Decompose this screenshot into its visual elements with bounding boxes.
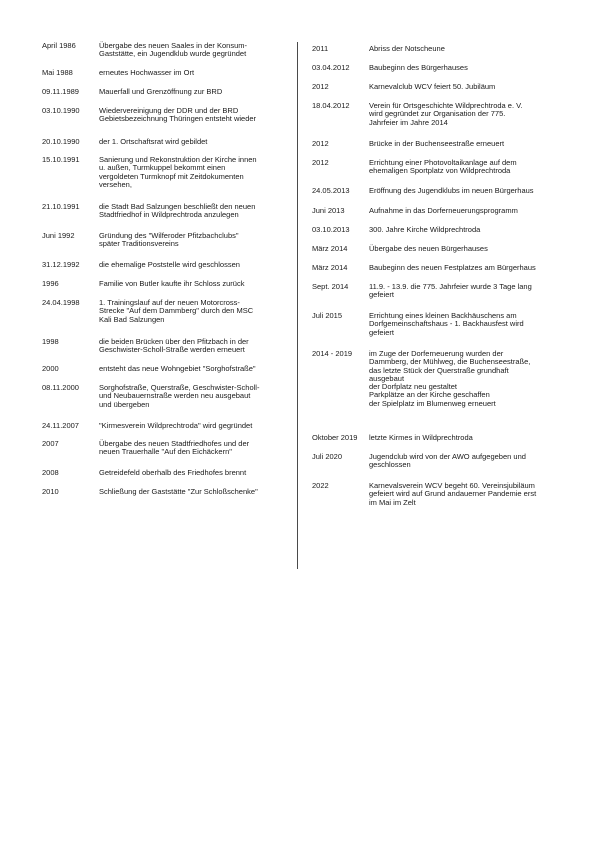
entry-date: 2008 bbox=[42, 468, 59, 477]
entry-date: 2014 - 2019 bbox=[312, 349, 353, 358]
entry-date: 03.10.2013 bbox=[312, 225, 350, 234]
entry-text: Mauerfall und Grenzöffnung zur BRD bbox=[99, 87, 223, 96]
entry-date: 2012 bbox=[312, 158, 329, 167]
entry-text: Karnevalclub WCV feiert 50. Jubiläum bbox=[369, 82, 496, 91]
entry-date: März 2014 bbox=[312, 263, 348, 272]
entry-date: Juli 2020 bbox=[312, 452, 343, 461]
entry-date: 2010 bbox=[42, 487, 59, 496]
entry-text: 300. Jahre Kirche Wildprechtroda bbox=[369, 225, 481, 234]
entry-text: Schließung der Gaststätte "Zur Schloßschenke" bbox=[99, 487, 258, 496]
entry-text: Übergabe des neuen Bürgerhauses bbox=[369, 244, 488, 253]
entry-date: Juni 1992 bbox=[42, 231, 75, 240]
entry-text: 11.9. - 13.9. die 775. Jahrfeier wurde 3 Tage lang gefeiert bbox=[369, 282, 532, 300]
entry-date: 1998 bbox=[42, 337, 59, 346]
entry-date: Sept. 2014 bbox=[312, 282, 349, 291]
entry-date: 2022 bbox=[312, 481, 329, 490]
entry-date: 2011 bbox=[312, 44, 329, 53]
entry-text: Jugendclub wird von der AWO aufgegeben und geschlossen bbox=[369, 452, 526, 470]
entry-text: "Kirmesverein Wildprechtroda" wird gegründet bbox=[99, 421, 253, 430]
entry-date: Oktober 2019 bbox=[312, 433, 358, 442]
entry-text: Wiedervereinigung der DDR und der BRD Gebietsbezeichnung Thüringen entsteht wieder bbox=[99, 106, 257, 124]
entry-date: 18.04.2012 bbox=[312, 101, 350, 110]
entry-text: letzte Kirmes in Wildprechtroda bbox=[369, 433, 473, 442]
entry-date: 20.10.1990 bbox=[42, 137, 80, 146]
entry-date: 21.10.1991 bbox=[42, 202, 80, 211]
entry-text: Errichtung einer Photovoltaikanlage auf dem ehemaligen Sportplatz von Wildprechtroda bbox=[369, 158, 517, 176]
entry-text: Sorghofstraße, Querstraße, Geschwister-Scholl- und Neubauernstraße werden neu ausgebaut und übergeben bbox=[99, 383, 260, 409]
entry-date: 24.05.2013 bbox=[312, 186, 350, 195]
entry-date: 2000 bbox=[42, 364, 59, 373]
entry-date: März 2014 bbox=[312, 244, 348, 253]
entry-text: die ehemalige Poststelle wird geschlossen bbox=[99, 260, 240, 269]
entry-date: 24.04.1998 bbox=[42, 298, 80, 307]
entry-text: Gründung des "Wilferoder Pfitzbachclubs" später Traditionsvereins bbox=[99, 231, 239, 249]
entry-text: die Stadt Bad Salzungen beschließt den neuen Stadtfriedhof in Wildprechtroda anzulegen bbox=[99, 202, 256, 220]
entry-text: Baubeginn des Bürgerhauses bbox=[369, 63, 468, 72]
entry-date: 31.12.1992 bbox=[42, 260, 80, 269]
entry-date: April 1986 bbox=[42, 41, 76, 50]
entry-text: Verein für Ortsgeschichte Wildprechtroda e. V. wird gegründet zur Organisation der 775. Jahrfeier im Jahre 2014 bbox=[369, 101, 523, 127]
entry-text: der 1. Ortschaftsrat wird gebildet bbox=[99, 137, 208, 146]
entry-text: Karnevalsverein WCV begeht 60. Vereinsjubiläum gefeiert wird auf Grund andauerner Pandemie erst im Mai im Zelt bbox=[369, 481, 537, 507]
entry-date: 24.11.2007 bbox=[42, 421, 79, 430]
entry-text: Brücke in der Buchenseestraße erneuert bbox=[369, 139, 505, 148]
entry-date: 2007 bbox=[42, 439, 59, 448]
entry-date: 2012 bbox=[312, 82, 329, 91]
entry-text: die beiden Brücken über den Pfitzbach in der Geschwister-Scholl-Straße werden erneuert bbox=[99, 337, 249, 355]
entry-text: erneutes Hochwasser im Ort bbox=[99, 68, 195, 77]
entry-text: Übergabe des neuen Stadtfriedhofes und der neuen Trauerhalle "Auf den Eichäckern" bbox=[99, 439, 250, 457]
entry-date: 03.04.2012 bbox=[312, 63, 350, 72]
entry-text: Sanierung und Rekonstruktion der Kirche innen u. außen, Turmkuppel bekommt einen vergoldeten Turmknopf mit Zeitdokumenten versehen, bbox=[99, 155, 257, 189]
entry-date: 08.11.2000 bbox=[42, 383, 79, 392]
entry-text: Aufnahme in das Dorferneuerungsprogramm bbox=[369, 206, 518, 215]
entry-date: Juli 2015 bbox=[312, 311, 343, 320]
entry-date: 15.10.1991 bbox=[42, 155, 80, 164]
entry-text: Baubeginn des neuen Festplatzes am Bürgerhaus bbox=[369, 263, 536, 272]
entry-text: Übergabe des neuen Saales in der Konsum- Gaststätte, ein Jugendklub wurde gegründet bbox=[99, 41, 248, 59]
entry-date: Mai 1988 bbox=[42, 68, 73, 77]
entry-text: Abriss der Notscheune bbox=[369, 44, 445, 53]
entry-date: Juni 2013 bbox=[312, 206, 345, 215]
entry-text: Familie von Butler kaufte ihr Schloss zurück bbox=[99, 279, 245, 288]
entry-text: 1. Trainingslauf auf der neuen Motorcross- Strecke "Auf dem Dammberg" durch den MSC Kali Bad Salzungen bbox=[99, 298, 254, 324]
entry-text: Errichtung eines kleinen Backhäuschens am Dorfgemeinschaftshaus - 1. Backhausfest wird gefeiert bbox=[369, 311, 524, 337]
entry-text: Getreidefeld oberhalb des Friedhofes brennt bbox=[99, 468, 247, 477]
entry-text: im Zuge der Dorferneuerung wurden der Dammberg, der Mühlweg, die Buchenseestraße, das letzte Stück der Querstraße grundhaft ausgebaut der Dorfplatz neu gestaltet Parkplätze an der Kirche geschaffen der Spielplatz im Blumenweg erneuert bbox=[369, 349, 531, 408]
entry-date: 03.10.1990 bbox=[42, 106, 80, 115]
entry-date: 09.11.1989 bbox=[42, 87, 79, 96]
entry-date: 1996 bbox=[42, 279, 59, 288]
entry-text: entsteht das neue Wohngebiet "Sorghofstraße" bbox=[99, 364, 256, 373]
column-divider bbox=[297, 42, 298, 569]
entry-text: Eröffnung des Jugendklubs im neuen Bürgerhaus bbox=[369, 186, 534, 195]
entry-date: 2012 bbox=[312, 139, 329, 148]
